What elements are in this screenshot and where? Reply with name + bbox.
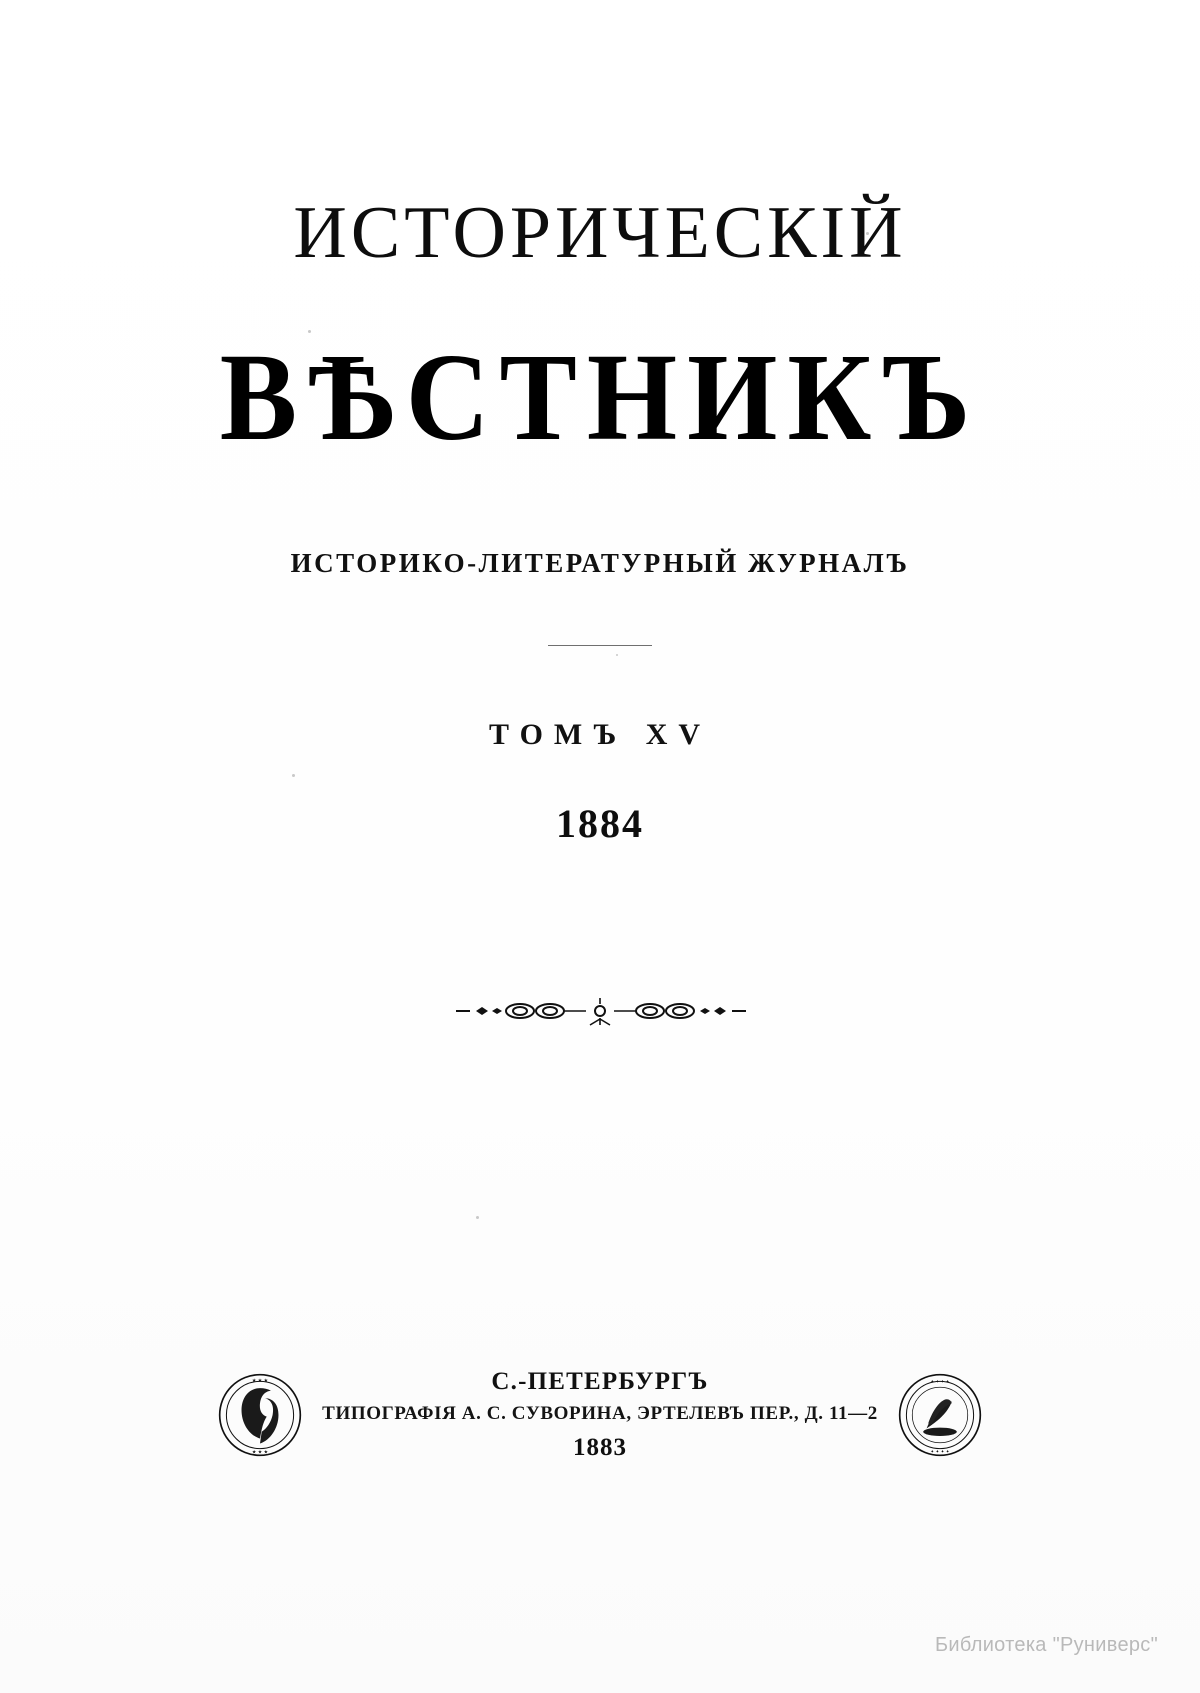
- printing-year: 1883: [573, 1434, 627, 1461]
- svg-text:✦ ✦ ✦ ✦: ✦ ✦ ✦ ✦: [930, 1379, 950, 1385]
- svg-text:✦ ✦ ✦ ✦: ✦ ✦ ✦ ✦: [930, 1448, 950, 1454]
- decorative-divider-icon: [450, 991, 750, 1031]
- svg-text:★ ★ ★: ★ ★ ★: [251, 1449, 269, 1456]
- svg-text:★ ★ ★: ★ ★ ★: [251, 1378, 269, 1385]
- publication-city: С.-ПЕТЕРБУРГЪ: [491, 1368, 709, 1395]
- journal-title-line1: ИСТОРИЧЕСКІЙ: [293, 192, 907, 274]
- journal-subtitle: ИСТОРИКО-ЛИТЕРАТУРНЫЙ ЖУРНАЛЪ: [290, 548, 910, 578]
- portrait-seal-icon: [218, 1373, 302, 1457]
- horizontal-rule: [548, 645, 652, 646]
- library-watermark: Библиотека "Руниверс": [934, 1634, 1158, 1656]
- imprint-text: [320, 1368, 880, 1462]
- emblem-seal-icon: [898, 1373, 982, 1457]
- volume-label: ТОМЪ XV: [488, 718, 712, 751]
- journal-title-line2: ВѢСТНИКЪ: [219, 328, 981, 468]
- edition-year: 1884: [556, 801, 644, 846]
- imprint-block: [0, 1368, 1200, 1462]
- printer-address: ТИПОГРАФІЯ А. С. СУВОРИНА, ЭРТЕЛЕВЪ ПЕР., Д. 11—2: [322, 1403, 878, 1424]
